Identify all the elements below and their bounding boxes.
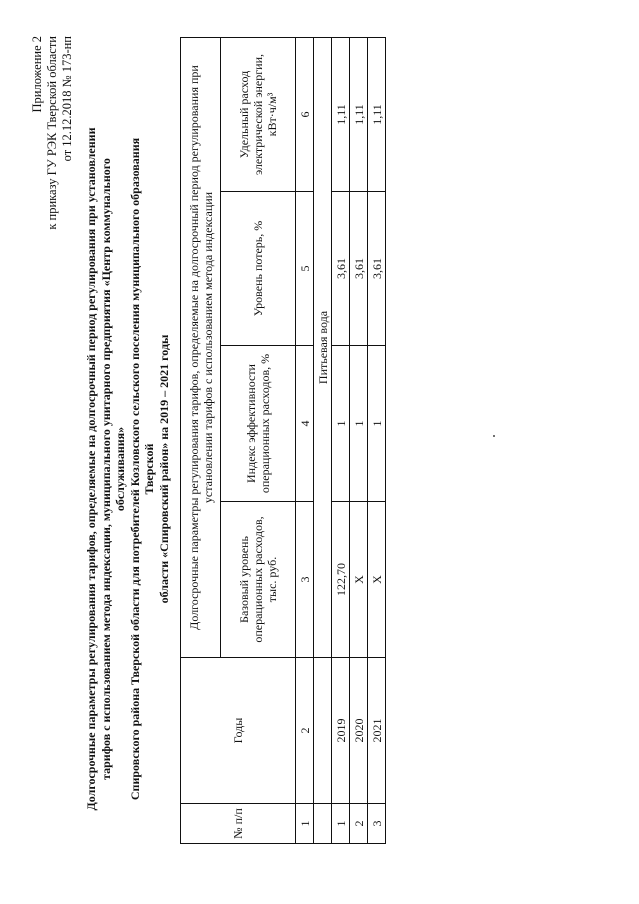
cell-num: 2 [350, 804, 368, 844]
document-title [84, 124, 171, 814]
cell-index: 1 [368, 346, 386, 502]
appendix-line: от 12.12.2018 № 173-нп [60, 36, 74, 162]
cell-energy: 1,11 [350, 37, 368, 191]
appendix-header [30, 36, 75, 230]
cell-num: 1 [332, 804, 350, 844]
column-number: 1 [296, 804, 314, 844]
cell-base: 122,70 [332, 502, 350, 658]
table-row [332, 37, 350, 843]
appendix-line: к приказу ГУ РЭК Тверской области [45, 36, 59, 230]
cell-index: 1 [350, 346, 368, 502]
header-years: Годы [181, 658, 296, 804]
section-empty-cell [314, 658, 332, 804]
cell-base: X [350, 502, 368, 658]
cell-year: 2019 [332, 658, 350, 804]
title-line: тарифов с использованием метода индексации, муниципального унитарного предприятия «Центр коммунального обслуживания» [98, 158, 127, 780]
cell-year: 2020 [350, 658, 368, 804]
table-row [350, 37, 368, 843]
cell-energy: 1,11 [332, 37, 350, 191]
header-base-level: Базовый уровень операционных расходов, тыс. руб. [221, 502, 296, 658]
cell-num: 3 [368, 804, 386, 844]
header-efficiency-index: Индекс эффективности операционных расходов, % [221, 346, 296, 502]
cell-loss: 3,61 [332, 192, 350, 346]
column-number-row [296, 37, 314, 843]
column-number: 5 [296, 192, 314, 346]
column-number: 4 [296, 346, 314, 502]
cell-loss: 3,61 [368, 192, 386, 346]
cell-index: 1 [332, 346, 350, 502]
column-number: 2 [296, 658, 314, 804]
cell-loss: 3,61 [350, 192, 368, 346]
table-row [368, 37, 386, 843]
header-loss-level: Уровень потерь, % [221, 192, 296, 346]
column-number: 6 [296, 37, 314, 191]
section-label: Питьевая вода [314, 37, 332, 657]
title-line: области «Спировский район» на 2019 – 2021 годы [156, 334, 171, 604]
appendix-line: Приложение 2 [30, 36, 44, 113]
title-line: Долгосрочные параметры регулирования тарифов, определяемые на долгосрочный период регулирования при установлении [84, 127, 98, 811]
header-energy-consumption: Удельный расход электрической энергии, кВт·ч/м³ [221, 37, 296, 191]
section-row [314, 37, 332, 843]
table-header-row [181, 37, 221, 843]
header-num: № п/п [181, 804, 296, 844]
cell-energy: 1,11 [368, 37, 386, 191]
title-line: Спировского района Тверской области для потребителей Козловского сельского поселения муниципального образования Тверской [127, 137, 156, 801]
cell-base: X [368, 502, 386, 658]
tariff-parameters-table [180, 37, 386, 844]
column-number: 3 [296, 502, 314, 658]
section-empty-cell [314, 804, 332, 844]
scan-speck [493, 435, 495, 437]
header-group: Долгосрочные параметры регулирования тарифов, определяемые на долгосрочный период регулирования при установлении тарифов с использованием метода индексации [181, 37, 221, 657]
cell-year: 2021 [368, 658, 386, 804]
